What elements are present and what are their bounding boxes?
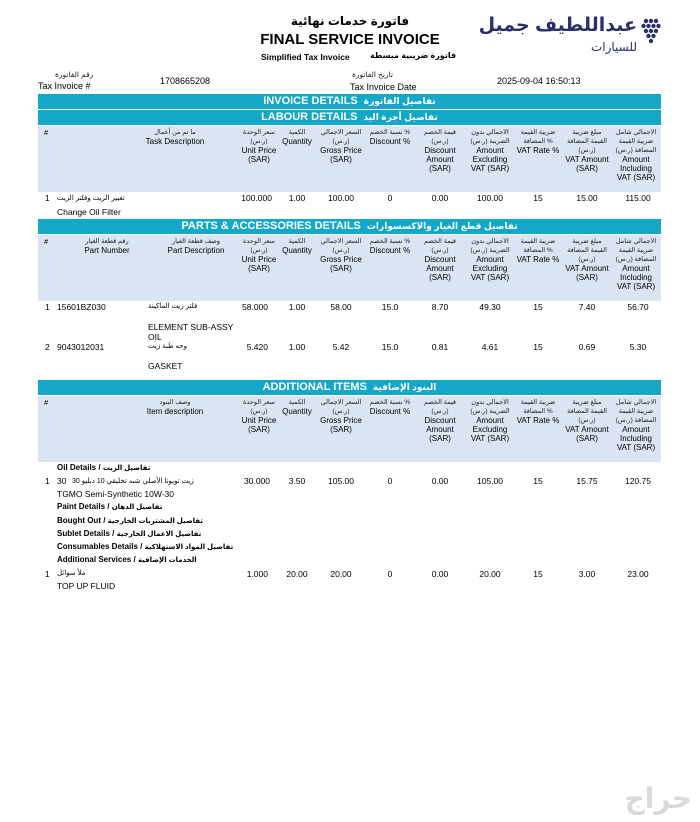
col-vatrate (514, 237, 562, 264)
col-excl-en: Amount Excluding VAT (SAR) (470, 146, 510, 173)
col-unit-en: Unit Price (SAR) (241, 255, 277, 273)
col-unit-en: Unit Price (SAR) (241, 146, 277, 164)
col-qty-ar: الكمية (288, 399, 306, 406)
col-discamt (416, 128, 464, 173)
cell-incl: 56.70 (627, 302, 649, 312)
sublet-details-ar: تفاصيل الاعمال الخارجية (116, 531, 202, 538)
col-excl-en: Amount Excluding VAT (SAR) (470, 416, 510, 443)
col-partdesc-en: Part Description (167, 246, 225, 255)
cell-vatamt: 15.75 (576, 476, 598, 486)
cell-excl: 20.00 (479, 569, 501, 579)
col-gross-ar: السعر الاجمالي (ر.س) (320, 238, 362, 254)
cell-unit: 1.000 (246, 569, 268, 579)
col-partdesc (156, 237, 236, 255)
col-gross-ar: السعر الاجمالي (ر.س) (320, 129, 362, 145)
col-vatrate-ar: ضريبة القيمة المضافة % (520, 399, 556, 415)
col-discpct-ar: نسبة الخصم % (369, 399, 411, 406)
col-vatrate-ar: ضريبة القيمة المضافة % (520, 238, 556, 254)
labour-title-ar: تفاصيل أجرة اليد (363, 112, 438, 122)
col-incl-ar: الاجمالي شامل ضريبة القيمة المضافة (ر.س) (615, 129, 657, 154)
cell-vatamt: 0.69 (578, 342, 596, 352)
cell-vatrate: 15 (533, 342, 543, 352)
col-hash: # (44, 128, 49, 137)
cell-incl: 23.00 (627, 569, 649, 579)
additional-title: ADDITIONAL ITEMS (262, 381, 367, 393)
cell-qty: 1.00 (288, 302, 306, 312)
parts-title-ar: تفاصيل قطع الغيار والاكسسوارات (366, 221, 518, 231)
cell-desc-ar: زيت تويوتا الأصلي شبه تخليقي 10 دبليو 30 (72, 478, 194, 485)
col-vatrate-en: VAT Rate % (516, 146, 560, 155)
col-itemdesc-ar: وصف البنود (159, 399, 191, 406)
cell-excl: 49.30 (479, 302, 501, 312)
additional-services-ar: الخدمات الإضافية (137, 557, 197, 564)
invoice-details-bar (38, 94, 661, 109)
col-incl-en: Amount Including VAT (SAR) (616, 155, 656, 182)
cell-discamt: 8.70 (431, 302, 449, 312)
col-task-ar: ما تم من أعمال (154, 129, 196, 136)
col-excl-en: Amount Excluding VAT (SAR) (470, 255, 510, 282)
cell-vatrate: 15 (533, 569, 543, 579)
col-vatamt-ar: مبلغ ضريبة القيمة المضافة (ر.س) (567, 129, 607, 154)
cell-unit: 30.000 (244, 476, 270, 486)
subtitle-arabic: فاتورة ضريبية مبسطة (370, 51, 457, 60)
cell-no: 1 (45, 476, 50, 486)
cell-no: 1 (45, 302, 50, 312)
cell-discpct: 0 (387, 569, 393, 579)
col-gross (318, 237, 364, 273)
title-arabic: فاتورة خدمات نهائية (290, 14, 410, 28)
col-vatamt-ar: مبلغ ضريبة القيمة المضافة (ر.س) (567, 238, 607, 263)
cell-excl: 105.00 (477, 476, 503, 486)
labour-column-headers (38, 126, 661, 192)
col-partno-ar: رقم قطعة الغيار (85, 238, 129, 245)
cell-desc-ar: وجه طبة زيت (148, 343, 187, 350)
cell-vatrate: 15 (533, 476, 543, 486)
consumables-ar: تفاصيل المواد الاستهلاكية (144, 544, 234, 551)
col-vatamt-en: VAT Amount (SAR) (565, 264, 609, 282)
col-hash: # (44, 398, 49, 407)
col-excl (466, 398, 514, 443)
additional-items-bar (38, 380, 661, 395)
cell-no: 1 (45, 569, 50, 579)
col-discpct-en: Discount % (369, 137, 411, 146)
logo-name: عبداللطيف جميل (478, 15, 637, 36)
col-discpct-ar: نسبة الخصم % (369, 129, 411, 136)
col-partno (68, 237, 146, 255)
cell-vatrate: 15 (533, 302, 543, 312)
col-gross-ar: السعر الاجمالي (ر.س) (320, 399, 362, 415)
logo-subname: للسيارات (590, 40, 637, 54)
oil-details-heading (57, 463, 150, 472)
col-unit (238, 128, 280, 164)
labour-title: LABOUR DETAILS (261, 111, 358, 123)
additional-services-heading (57, 555, 197, 564)
col-discamt-en: Discount Amount (SAR) (424, 416, 456, 443)
bought-out-ar: تفاصيل المشتريات الخارجية (107, 518, 203, 525)
col-discpct (366, 398, 414, 416)
cell-gross: 5.42 (332, 342, 350, 352)
col-unit (238, 398, 280, 434)
col-discamt-ar: قيمة الخصم (ر.س) (423, 399, 457, 415)
col-qty (280, 398, 314, 416)
paint-details-heading (57, 502, 162, 511)
col-excl-ar: الاجمالي بدون الضريبة (ر.س) (470, 238, 510, 254)
col-vatrate (514, 398, 562, 425)
col-incl-en: Amount Including VAT (SAR) (616, 264, 656, 291)
col-partno-en: Part Number (84, 246, 130, 255)
col-excl (466, 128, 514, 173)
cell-desc-en: Change Oil Filter (57, 207, 121, 217)
additional-services-en: Additional Services / (57, 555, 136, 564)
parts-column-headers (38, 235, 661, 301)
col-qty-en: Quantity (282, 407, 312, 416)
cell-gross: 105.00 (328, 476, 354, 486)
cell-discamt: 0.00 (431, 476, 449, 486)
col-vatrate (514, 128, 562, 155)
invoice-date-label-ar: تاريخ الفاتورة (352, 70, 393, 79)
col-unit (238, 237, 280, 273)
cell-partno: 9043012031 (57, 342, 105, 352)
invoice-details-title-ar: تفاصيل الفاتورة (363, 96, 436, 106)
cell-vatamt: 7.40 (578, 302, 596, 312)
col-discamt-ar: قيمة الخصم (ر.س) (423, 238, 457, 254)
consumables-heading (57, 542, 233, 551)
cell-partno: 15601BZ030 (57, 302, 106, 312)
title-english: FINAL SERVICE INVOICE (260, 31, 440, 48)
oil-details-en: Oil Details / (57, 463, 101, 472)
col-task (110, 128, 240, 146)
cell-incl: 5.30 (629, 342, 647, 352)
additional-column-headers (38, 396, 661, 462)
col-gross (318, 398, 364, 434)
col-incl (612, 398, 660, 452)
col-qty (280, 128, 314, 146)
company-logo (478, 10, 663, 60)
cell-qty: 20.00 (286, 569, 308, 579)
col-gross (318, 128, 364, 164)
col-qty-en: Quantity (282, 246, 312, 255)
invoice-details-title: INVOICE DETAILS (263, 95, 358, 107)
col-unit-en: Unit Price (SAR) (241, 416, 277, 434)
invoice-date-label: Tax Invoice Date (350, 82, 417, 92)
cell-discpct: 15.0 (381, 342, 399, 352)
col-gross-en: Gross Price (SAR) (320, 146, 362, 164)
additional-title-ar: البنود الإضافية (372, 382, 437, 392)
paint-details-ar: تفاصيل الدهان (111, 504, 163, 511)
col-vatamt-en: VAT Amount (SAR) (565, 425, 609, 443)
col-unit-ar: سعر الوحدة (ر.س) (243, 399, 275, 415)
cell-discamt: 0.81 (431, 342, 449, 352)
col-discamt-en: Discount Amount (SAR) (424, 255, 456, 282)
col-hash: # (44, 237, 49, 246)
cell-qty: 1.00 (288, 342, 306, 352)
parts-title: PARTS & ACCESSORIES DETAILS (181, 220, 361, 232)
col-incl-ar: الاجمالي شامل ضريبة القيمة المضافة (ر.س) (615, 238, 657, 263)
subtitle-english: Simplified Tax Invoice (261, 52, 350, 62)
col-qty-ar: الكمية (288, 129, 306, 136)
col-partdesc-ar: وصف قطعة الغيار (171, 238, 221, 245)
cell-excl: 4.61 (481, 342, 499, 352)
col-qty (280, 237, 314, 255)
cell-unit: 58.000 (242, 302, 268, 312)
cell-incl: 120.75 (625, 476, 651, 486)
cell-no: 2 (45, 342, 50, 352)
invoice-no-label-ar: رقم الفاتورة (55, 70, 94, 79)
col-discamt (416, 237, 464, 282)
col-gross-en: Gross Price (SAR) (320, 255, 362, 273)
sublet-details-heading (57, 529, 201, 538)
col-discamt-en: Discount Amount (SAR) (424, 146, 456, 173)
consumables-en: Consumables Details / (57, 542, 143, 551)
cell-desc-ar: ملأ سوائل (57, 570, 86, 577)
cell-unit: 5.420 (246, 342, 268, 352)
col-discpct (366, 237, 414, 255)
cell-desc-ar: فلتر زيت الماكينة (148, 303, 198, 310)
cell-discpct: 0 (387, 193, 393, 203)
cell-incl: 115.00 (625, 193, 651, 203)
col-vatrate-en: VAT Rate % (516, 255, 560, 264)
col-vatamt-en: VAT Amount (SAR) (565, 155, 609, 173)
col-excl-ar: الاجمالي بدون الضريبة (ر.س) (470, 129, 510, 145)
col-discamt-ar: قيمة الخصم (ر.س) (423, 129, 457, 145)
cell-desc-en: TGMO Semi-Synthetic 10W-30 (57, 489, 174, 499)
col-discpct-ar: نسبة الخصم % (369, 238, 411, 245)
invoice-date-value: 2025-09-04 16:50:13 (497, 76, 581, 86)
cell-gross: 58.00 (330, 302, 352, 312)
cell-discpct: 0 (387, 476, 393, 486)
cell-vatamt: 3.00 (578, 569, 596, 579)
col-gross-en: Gross Price (SAR) (320, 416, 362, 434)
cell-vatrate: 15 (533, 193, 543, 203)
cell-gross: 20.00 (330, 569, 352, 579)
col-unit-ar: سعر الوحدة (ر.س) (243, 129, 275, 145)
cell-discamt: 0.00 (431, 193, 449, 203)
col-vatamt (564, 128, 610, 173)
col-incl (612, 237, 660, 291)
col-incl (612, 128, 660, 182)
col-itemdesc-en: Item description (146, 407, 204, 416)
cell-qty: 1.00 (288, 193, 306, 203)
watermark-text: حراج (624, 782, 692, 815)
cell-desc-en: GASKET (148, 361, 183, 371)
cell-desc-en: ELEMENT SUB-ASSY OIL (148, 322, 234, 342)
col-qty-ar: الكمية (288, 238, 306, 245)
col-incl-ar: الاجمالي شامل ضريبة القيمة المضافة (ر.س) (615, 399, 657, 424)
paint-details-en: Paint Details / (57, 502, 110, 511)
cell-desc-en: TOP UP FLUID (57, 581, 116, 591)
col-vatamt-ar: مبلغ ضريبة القيمة المضافة (ر.س) (567, 399, 607, 424)
cell-no: 1 (45, 193, 50, 203)
col-unit-ar: سعر الوحدة (ر.س) (243, 238, 275, 254)
invoice-no-label: Tax Invoice # (38, 81, 91, 91)
col-task-en: Task Description (145, 137, 205, 146)
col-discpct-en: Discount % (369, 246, 411, 255)
cell-qty: 3.50 (288, 476, 306, 486)
col-itemdesc (110, 398, 240, 416)
oil-details-ar: تفاصيل الزيت (102, 465, 151, 472)
col-discamt (416, 398, 464, 443)
col-vatrate-ar: ضريبة القيمة المضافة % (520, 129, 556, 145)
col-discpct (366, 128, 414, 146)
cell-discpct: 15.0 (381, 302, 399, 312)
parts-details-bar (38, 219, 661, 234)
cell-desc-ar: تغيير الزيت وفلتر الزيت (57, 195, 125, 202)
sublet-details-en: Sublet Details / (57, 529, 115, 538)
col-incl-en: Amount Including VAT (SAR) (616, 425, 656, 452)
cell-oil-num: 30 (57, 476, 67, 486)
cell-discamt: 0.00 (431, 569, 449, 579)
bought-out-heading (57, 516, 203, 525)
labour-details-bar (38, 110, 661, 125)
haraj-watermark (560, 780, 700, 820)
col-vatamt (564, 237, 610, 282)
cell-vatamt: 15.00 (576, 193, 598, 203)
col-excl (466, 237, 514, 282)
col-vatrate-en: VAT Rate % (516, 416, 560, 425)
cell-excl: 100.00 (477, 193, 503, 203)
cell-gross: 100.00 (328, 193, 354, 203)
col-vatamt (564, 398, 610, 443)
col-qty-en: Quantity (282, 137, 312, 146)
col-excl-ar: الاجمالي بدون الضريبة (ر.س) (470, 399, 510, 415)
bought-out-en: Bought Out / (57, 516, 106, 525)
cell-unit: 100.000 (241, 193, 272, 203)
invoice-no-value: 1708665208 (160, 76, 211, 86)
col-discpct-en: Discount % (369, 407, 411, 416)
